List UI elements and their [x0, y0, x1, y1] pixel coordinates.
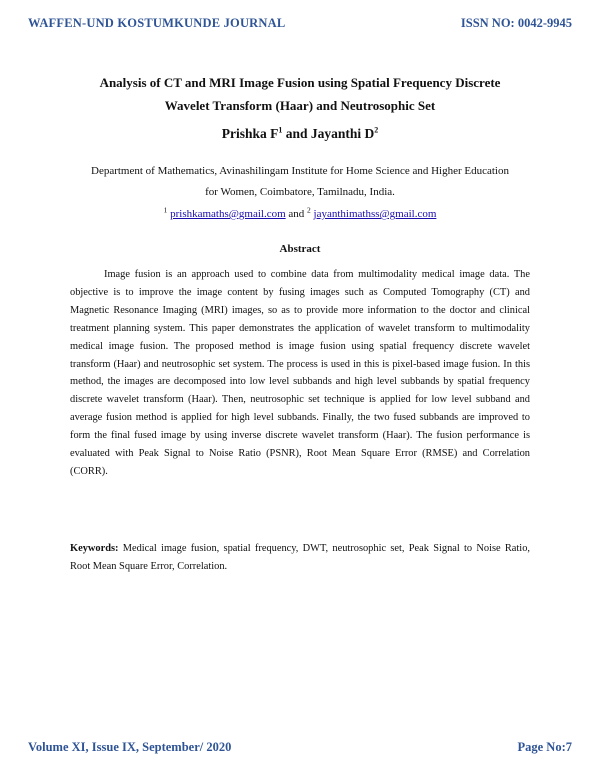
affiliation: [70, 161, 530, 203]
issn-number: ISSN NO: 0042-9945: [460, 16, 572, 30]
email-mark: 1: [163, 205, 168, 215]
affiliation-line-1: Department of Mathematics, Avinashilingam Institute for Home Science and Higher Education: [91, 165, 509, 177]
author-name: Jayanthi D: [310, 126, 375, 141]
abstract-body: Image fusion is an approach used to combine data from multimodality medical image data. The objective is to improve the image content by fusing images such as Computed Tomography (CT) and Magnetic Resonance Imaging (MRI) images, so as to provide more information to the doctor and clinical treatment planning system. This paper demonstrates the application of wavelet transform to multimodality medical image fusion. The proposed method is image fusion using spatial frequency discrete wavelet transform (Haar) and neutrosophic set system. The process is used in this is pixel-based image fusion. In this method, the images are decomposed into low level subbands and high level subbands by spatial frequency discrete wavelet transform (Haar). Then, neutrosophic set technique is applied for low level subband and average fusion method is applied for high level subbands. Finally, the two fused subbands are improved to form the final fused image by using inverse discrete wavelet transform (Haar). The fusion performance is evaluated with Peak Signal to Noise Ratio (PSNR), Root Mean Square Error (RMSE) and Correlation (CORR).: [70, 269, 530, 477]
author-mark: 1: [278, 125, 283, 135]
email-mark: 2: [307, 205, 311, 215]
page-number: Page No:7: [517, 740, 572, 754]
email-joiner: and: [288, 208, 305, 220]
paper-title-line-1: Analysis of CT and MRI Image Fusion using Spatial Frequency Discrete: [99, 75, 501, 90]
paper-title: [60, 71, 540, 117]
keywords-label: Keywords:: [70, 543, 119, 554]
keywords-text: Medical image fusion, spatial frequency, DWT, neutrosophic set, Peak Signal to Noise Ratio, Root Mean Square Error, Correlation.: [70, 543, 530, 572]
affiliation-line-2: for Women, Coimbatore, Tamilnadu, India.: [205, 186, 395, 198]
email-link[interactable]: prishkamaths@gmail.com: [170, 208, 286, 220]
email-list: [60, 205, 540, 220]
keywords: [70, 540, 530, 576]
author-joiner: and: [285, 126, 308, 141]
journal-footer: [28, 740, 572, 760]
author-mark: 2: [374, 125, 379, 135]
journal-name: WAFFEN-UND KOSTUMKUNDE JOURNAL: [28, 16, 286, 30]
author-name: Prishka F: [221, 126, 279, 141]
paper-title-line-2: Wavelet Transform (Haar) and Neutrosophic Set: [164, 98, 436, 113]
volume-issue: Volume XI, Issue IX, September/ 2020: [28, 740, 232, 754]
author-list: [60, 126, 540, 142]
abstract-heading: Abstract: [279, 243, 321, 255]
email-link[interactable]: jayanthimathss@gmail.com: [313, 208, 437, 220]
journal-header: [28, 16, 572, 36]
